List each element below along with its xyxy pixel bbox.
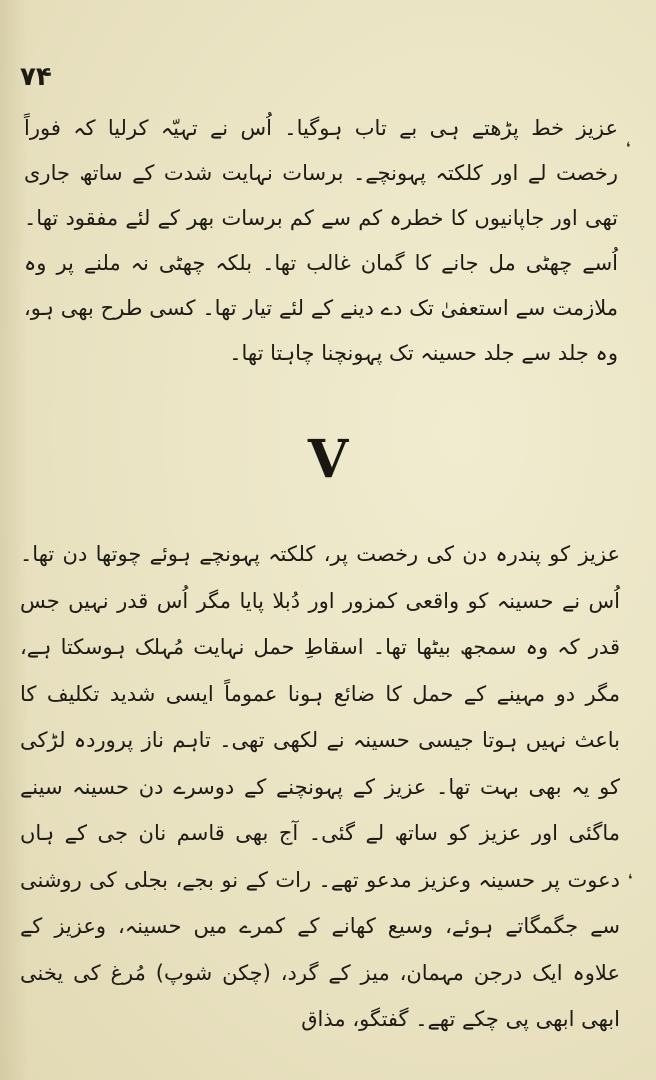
section-numeral: V [307,429,349,490]
paragraph-1: عزیز خط پڑھتے ہی بے تاب ہوگیا۔ اُس نے تہیّہ کرلیا کہ فوراً رخصت لے اور کلکتہ پہونچے۔ برسات نہایت شدت کے ساتھ جاری تھی اور جاپانیوں کا خطرہ کم سے کم برسات بھر کے لئے مفقود تھا۔ اُسے چھٹی مل جانے کا گمان غالب تھا۔ بلکہ چھٹی نہ ملنے پر وہ ملازمت سے استعفیٰ تک دے دینے کے لئے تیار تھا۔ کسی طرح بھی ہو، وہ جلد سے جلد حسینہ تک پہونچنا چاہتا تھا۔ [24,116,618,365]
paragraph-2: عزیز کو پندرہ دن کی رخصت پر، کلکتہ پہونچے ہوئے چوتھا دن تھا۔ اُس نے حسینہ کو واقعی کمزور اور دُبلا پایا مگر اُس قدر نہیں جس قدر کہ وہ سمجھ بیٹھا تھا۔ اسقاطِ حمل نہایت مُہلک ہوسکتا ہے، مگر دو مہینے کے حمل کا ضائع ہونا عموماً ایسی شدید تکلیف کا باعث نہیں ہوتا جیسی حسینہ نے لکھی تھی۔ تاہم ناز پروردہ لڑکی کو یہ بھی بہت تھا۔ عزیز کے پہونچنے کے دوسرے دن حسینہ سینے ماگئی اور عزیز کو ساتھ لے گئی۔ آج بھی قاسم نان جی کے ہاں دعوت پر حسینہ وعزیز مدعو تھے۔ رات کے نو بجے، بجلی کی روشنی سے جگمگاتے ہوئے، وسیع کھانے کے کمرے میں حسینہ، وعزیز کے علاوہ ایک درجن مہمان، میز کے گرد، (چکن شوپ) مُرغ کی یخنی ابھی ابھی پی چکے تھے۔ گفتگو، مذاق [20,542,620,1031]
margin-tick-mark: ❛ [628,872,633,888]
margin-tick-mark: ❛ [626,140,631,156]
page-number: ۷۴ [20,62,52,92]
